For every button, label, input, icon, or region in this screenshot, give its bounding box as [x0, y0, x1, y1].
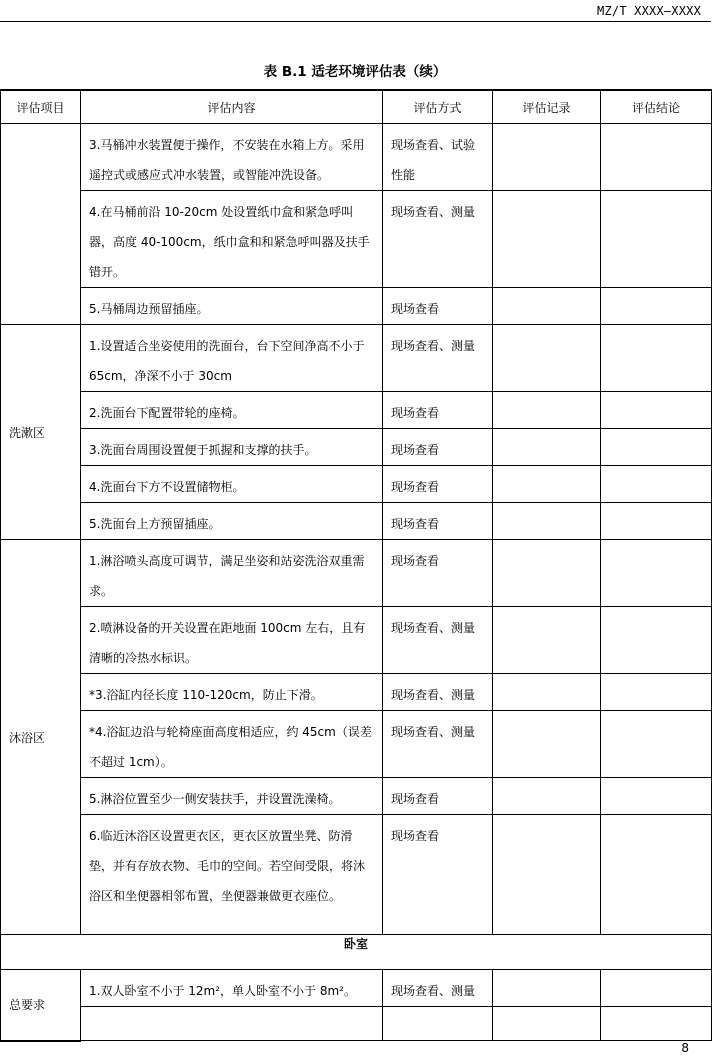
conclusion-cell[interactable]: [601, 970, 712, 1007]
method-cell: 现场查看、试验性能: [383, 124, 493, 191]
record-cell[interactable]: [493, 540, 601, 607]
conclusion-cell[interactable]: [601, 325, 712, 392]
section-title: 卧室: [1, 935, 712, 970]
record-cell[interactable]: [493, 191, 601, 288]
category-cell: 沐浴区: [1, 540, 81, 935]
method-cell: 现场查看: [383, 466, 493, 503]
content-cell: 1.双人卧室不小于 12m²，单人卧室不小于 8m²。: [81, 970, 383, 1007]
method-cell: 现场查看: [383, 815, 493, 935]
content-cell: 1.淋浴喷头高度可调节，满足坐姿和站姿洗浴双重需求。: [81, 540, 383, 607]
content-cell: *4.浴缸边沿与轮椅座面高度相适应，约 45cm（误差不超过 1cm）。: [81, 711, 383, 778]
record-cell[interactable]: [493, 325, 601, 392]
method-cell: 现场查看: [383, 429, 493, 466]
conclusion-cell[interactable]: [601, 778, 712, 815]
record-cell[interactable]: [493, 607, 601, 674]
method-cell: 现场查看: [383, 288, 493, 325]
record-cell[interactable]: [493, 429, 601, 466]
conclusion-cell[interactable]: [601, 607, 712, 674]
table-row: [1, 778, 712, 815]
column-header: 评估内容: [81, 90, 383, 124]
method-cell: [383, 1007, 493, 1041]
conclusion-cell[interactable]: [601, 466, 712, 503]
table-row: [1, 466, 712, 503]
record-cell[interactable]: [493, 970, 601, 1007]
content-cell: 5.马桶周边预留插座。: [81, 288, 383, 325]
record-cell[interactable]: [493, 503, 601, 540]
conclusion-cell[interactable]: [601, 392, 712, 429]
category-cell: 总要求: [1, 970, 81, 1041]
column-header: 评估记录: [493, 90, 601, 124]
page-number: 8: [681, 1041, 689, 1055]
method-cell: 现场查看: [383, 503, 493, 540]
table-row: [1, 1007, 712, 1041]
table-row: [1, 607, 712, 674]
category-cell: 洗漱区: [1, 325, 81, 540]
content-cell: 4.洗面台下方不设置储物柜。: [81, 466, 383, 503]
table-row: [1, 503, 712, 540]
table-row: [1, 674, 712, 711]
table-row: [1, 815, 712, 935]
conclusion-cell[interactable]: [601, 815, 712, 935]
table-row: [1, 124, 712, 191]
conclusion-cell[interactable]: [601, 540, 712, 607]
method-cell: 现场查看、测量: [383, 325, 493, 392]
record-cell[interactable]: [493, 392, 601, 429]
column-header: 评估方式: [383, 90, 493, 124]
record-cell[interactable]: [493, 1007, 601, 1041]
record-cell[interactable]: [493, 815, 601, 935]
assessment-table: [0, 89, 712, 1042]
conclusion-cell[interactable]: [601, 429, 712, 466]
method-cell: 现场查看: [383, 392, 493, 429]
record-cell[interactable]: [493, 288, 601, 325]
header-rule: [0, 21, 711, 22]
table-row: [1, 325, 712, 392]
column-header: 评估结论: [601, 90, 712, 124]
content-cell: 3.洗面台周围设置便于抓握和支撑的扶手。: [81, 429, 383, 466]
content-cell: 2.喷淋设备的开关设置在距地面 100cm 左右，且有清晰的冷热水标识。: [81, 607, 383, 674]
content-cell: 1.设置适合坐姿使用的洗面台，台下空间净高不小于 65cm，净深不小于 30cm: [81, 325, 383, 392]
conclusion-cell[interactable]: [601, 191, 712, 288]
table-row: [1, 711, 712, 778]
record-cell[interactable]: [493, 124, 601, 191]
conclusion-cell[interactable]: [601, 711, 712, 778]
content-cell: [81, 1007, 383, 1041]
table-header-row: [1, 90, 712, 124]
table-row: [1, 429, 712, 466]
table-row: [1, 970, 712, 1007]
column-header: 评估项目: [1, 90, 81, 124]
content-cell: 6.临近沐浴区设置更衣区，更衣区放置坐凳、防滑垫，并有存放衣物、毛巾的空间。若空间受限，将沐浴区和坐便器相邻布置，坐便器兼做更衣座位。: [81, 815, 383, 935]
method-cell: 现场查看、测量: [383, 607, 493, 674]
content-cell: 2.洗面台下配置带轮的座椅。: [81, 392, 383, 429]
record-cell[interactable]: [493, 711, 601, 778]
record-cell[interactable]: [493, 466, 601, 503]
content-cell: 3.马桶冲水装置便于操作，不安装在水箱上方。采用遥控式或感应式冲水装置，或智能冲洗设备。: [81, 124, 383, 191]
standard-code: MZ/T XXXX—XXXX: [597, 4, 701, 18]
method-cell: 现场查看: [383, 540, 493, 607]
conclusion-cell[interactable]: [601, 503, 712, 540]
method-cell: 现场查看、测量: [383, 711, 493, 778]
conclusion-cell[interactable]: [601, 1007, 712, 1041]
table-row: [1, 191, 712, 288]
conclusion-cell[interactable]: [601, 124, 712, 191]
content-cell: 5.淋浴位置至少一侧安装扶手，并设置洗澡椅。: [81, 778, 383, 815]
content-cell: 5.洗面台上方预留插座。: [81, 503, 383, 540]
table-row: [1, 288, 712, 325]
method-cell: 现场查看、测量: [383, 674, 493, 711]
content-cell: *3.浴缸内径长度 110-120cm，防止下滑。: [81, 674, 383, 711]
conclusion-cell[interactable]: [601, 674, 712, 711]
method-cell: 现场查看: [383, 778, 493, 815]
table-row: [1, 392, 712, 429]
table-title: 表 B.1 适老环境评估表（续）: [263, 64, 447, 80]
record-cell[interactable]: [493, 778, 601, 815]
method-cell: 现场查看、测量: [383, 191, 493, 288]
category-cell: [1, 124, 81, 325]
section-row: [1, 935, 712, 970]
method-cell: 现场查看、测量: [383, 970, 493, 1007]
conclusion-cell[interactable]: [601, 288, 712, 325]
table-row: [1, 540, 712, 607]
record-cell[interactable]: [493, 674, 601, 711]
content-cell: 4.在马桶前沿 10-20cm 处设置纸巾盒和紧急呼叫器，高度 40-100cm，纸巾盒和和紧急呼叫器及扶手错开。: [81, 191, 383, 288]
